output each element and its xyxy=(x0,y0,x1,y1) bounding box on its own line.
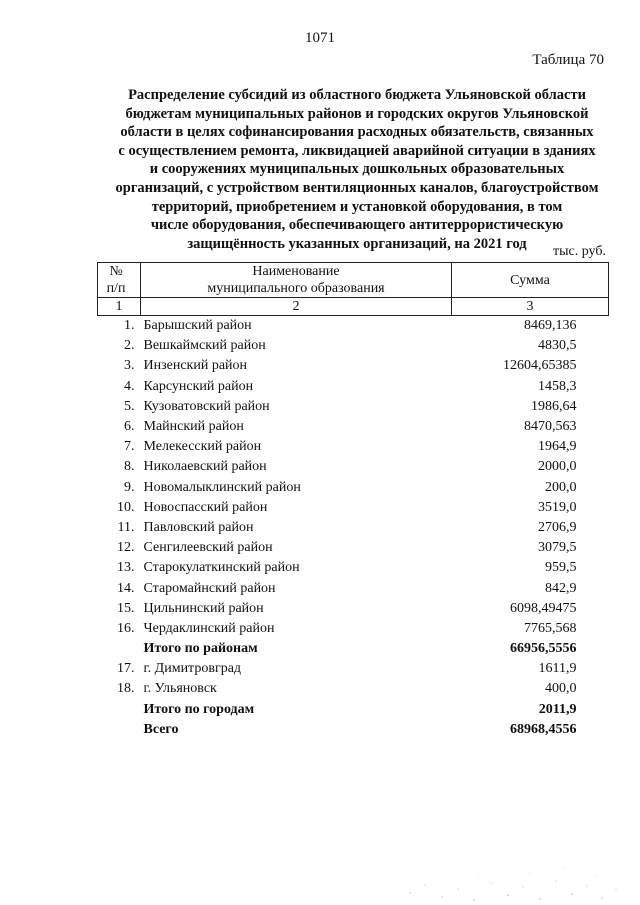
table-row xyxy=(98,437,609,457)
row-sum: 400,0 xyxy=(545,681,577,697)
row-name: г. Ульяновск xyxy=(143,681,217,697)
title-line: бюджетам муниципальных районов и городских округов Ульяновской xyxy=(125,105,589,122)
table-row xyxy=(98,518,609,538)
row-name: г. Димитровград xyxy=(143,661,242,677)
row-sum: 66956,5556 xyxy=(510,641,577,657)
row-number: 1. xyxy=(124,318,135,334)
table-row xyxy=(98,397,609,417)
table-row xyxy=(98,457,609,477)
title-line: с осуществлением ремонта, ликвидацией аварийной ситуации в зданиях xyxy=(118,142,596,159)
title-line: числе оборудования, обеспечивающего антитеррористическую xyxy=(150,217,564,234)
row-sum: 6098,49475 xyxy=(510,600,577,616)
row-number: 5. xyxy=(124,398,135,414)
title-line: защищённость указанных организаций, на 2021 год xyxy=(187,235,527,252)
row-sum: 3079,5 xyxy=(538,540,577,556)
row-name: Чердаклинский район xyxy=(143,620,275,636)
title-line: и сооружениях муниципальных дошкольных образовательных xyxy=(149,161,565,178)
table-row xyxy=(98,679,609,699)
table-body xyxy=(98,316,609,740)
table-total-row xyxy=(98,700,609,720)
table-row xyxy=(98,336,609,356)
column-number-2: 2 xyxy=(141,298,452,316)
row-sum: 68968,4556 xyxy=(510,721,577,737)
row-sum: 8470,563 xyxy=(524,419,577,435)
row-sum: 2706,9 xyxy=(538,519,577,535)
row-name: Итого по районам xyxy=(143,641,258,657)
column-number-3: 3 xyxy=(452,298,609,316)
row-number: 18. xyxy=(117,681,135,697)
header-number-line2: п/п xyxy=(106,281,126,296)
units-label: тыс. руб. xyxy=(553,244,606,259)
column-number-row xyxy=(98,298,609,316)
row-name: Цильнинский район xyxy=(143,600,264,616)
row-name: Сенгилеевский район xyxy=(143,540,273,556)
row-name: Николаевский район xyxy=(143,459,267,475)
row-name: Старокулаткинский район xyxy=(143,560,300,576)
title-line: Распределение субсидий из областного бюджета Ульяновской области xyxy=(128,87,586,103)
row-number: 9. xyxy=(124,479,135,495)
row-number: 11. xyxy=(117,519,135,535)
title-line: территорий, приобретением и установкой оборудования, в том xyxy=(151,198,563,215)
title-line: области в целях софинансирования расходных обязательств, связанных xyxy=(120,124,594,141)
row-number: 2. xyxy=(124,338,135,354)
row-name: Старомайнский район xyxy=(143,580,276,596)
table-row xyxy=(98,538,609,558)
table-row xyxy=(98,578,609,598)
row-name: Кузоватовский район xyxy=(143,398,270,414)
row-number: 4. xyxy=(124,378,135,394)
row-number: 12. xyxy=(117,540,135,556)
table-row xyxy=(98,417,609,437)
row-sum: 959,5 xyxy=(545,560,577,576)
row-number: 16. xyxy=(117,620,135,636)
header-sum: Сумма xyxy=(452,263,609,298)
table-row xyxy=(98,599,609,619)
row-number xyxy=(98,700,141,720)
table-row xyxy=(98,619,609,639)
row-sum: 7765,568 xyxy=(524,620,577,636)
row-name: Мелекесский район xyxy=(143,439,262,455)
table-row xyxy=(98,316,609,337)
document-title xyxy=(92,86,622,253)
row-sum: 200,0 xyxy=(545,479,577,495)
row-sum: 2011,9 xyxy=(538,701,577,717)
table-row xyxy=(98,558,609,578)
subsidy-table xyxy=(97,262,609,740)
row-sum: 8469,136 xyxy=(524,318,577,334)
table-row xyxy=(98,356,609,376)
table-total-row xyxy=(98,639,609,659)
row-number xyxy=(98,639,141,659)
table-header-row xyxy=(98,263,609,298)
row-name: Итого по городам xyxy=(143,701,255,717)
row-name: Инзенский район xyxy=(143,358,248,374)
row-name: Карсунский район xyxy=(143,378,254,394)
table-row xyxy=(98,498,609,518)
row-sum: 2000,0 xyxy=(538,459,577,475)
header-name xyxy=(141,263,452,298)
header-name-line1: Наименование xyxy=(252,264,340,279)
row-number: 15. xyxy=(117,600,135,616)
row-sum: 12604,65385 xyxy=(503,358,577,374)
row-number: 14. xyxy=(117,580,135,596)
row-number: 8. xyxy=(124,459,135,475)
row-number: 13. xyxy=(117,560,135,576)
row-sum: 1964,9 xyxy=(538,439,577,455)
table-row xyxy=(98,659,609,679)
row-number: 6. xyxy=(124,419,135,435)
header-name-line2: муниципального образования xyxy=(207,281,385,296)
row-name: Новоспасский район xyxy=(143,499,268,515)
table-row xyxy=(98,478,609,498)
row-number: 7. xyxy=(124,439,135,455)
row-sum: 1986,64 xyxy=(531,398,577,414)
row-name: Вешкаймский район xyxy=(143,338,266,354)
row-sum: 1458,3 xyxy=(538,378,577,394)
row-number: 3. xyxy=(124,358,135,374)
row-sum: 1611,9 xyxy=(538,661,577,677)
header-number xyxy=(98,263,141,298)
row-name: Майнский район xyxy=(143,419,244,435)
title-line: организаций, с устройством вентиляционных каналов, благоустройством xyxy=(115,179,599,196)
row-name: Новомалыклинский район xyxy=(143,479,301,495)
scan-noise xyxy=(390,845,630,905)
page-number: 1071 xyxy=(305,30,335,46)
table-label: Таблица 70 xyxy=(532,52,604,68)
row-sum: 842,9 xyxy=(545,580,577,596)
table-total-row xyxy=(98,720,609,740)
row-name: Павловский район xyxy=(143,519,254,535)
table-row xyxy=(98,377,609,397)
row-sum: 3519,0 xyxy=(538,499,577,515)
row-name: Всего xyxy=(143,721,179,737)
row-name: Барышский район xyxy=(143,318,252,334)
row-sum: 4830,5 xyxy=(538,338,577,354)
column-number-1: 1 xyxy=(98,298,141,316)
row-number xyxy=(98,720,141,740)
header-number-line1: № xyxy=(109,264,123,279)
row-number: 10. xyxy=(117,499,135,515)
row-number: 17. xyxy=(117,661,135,677)
